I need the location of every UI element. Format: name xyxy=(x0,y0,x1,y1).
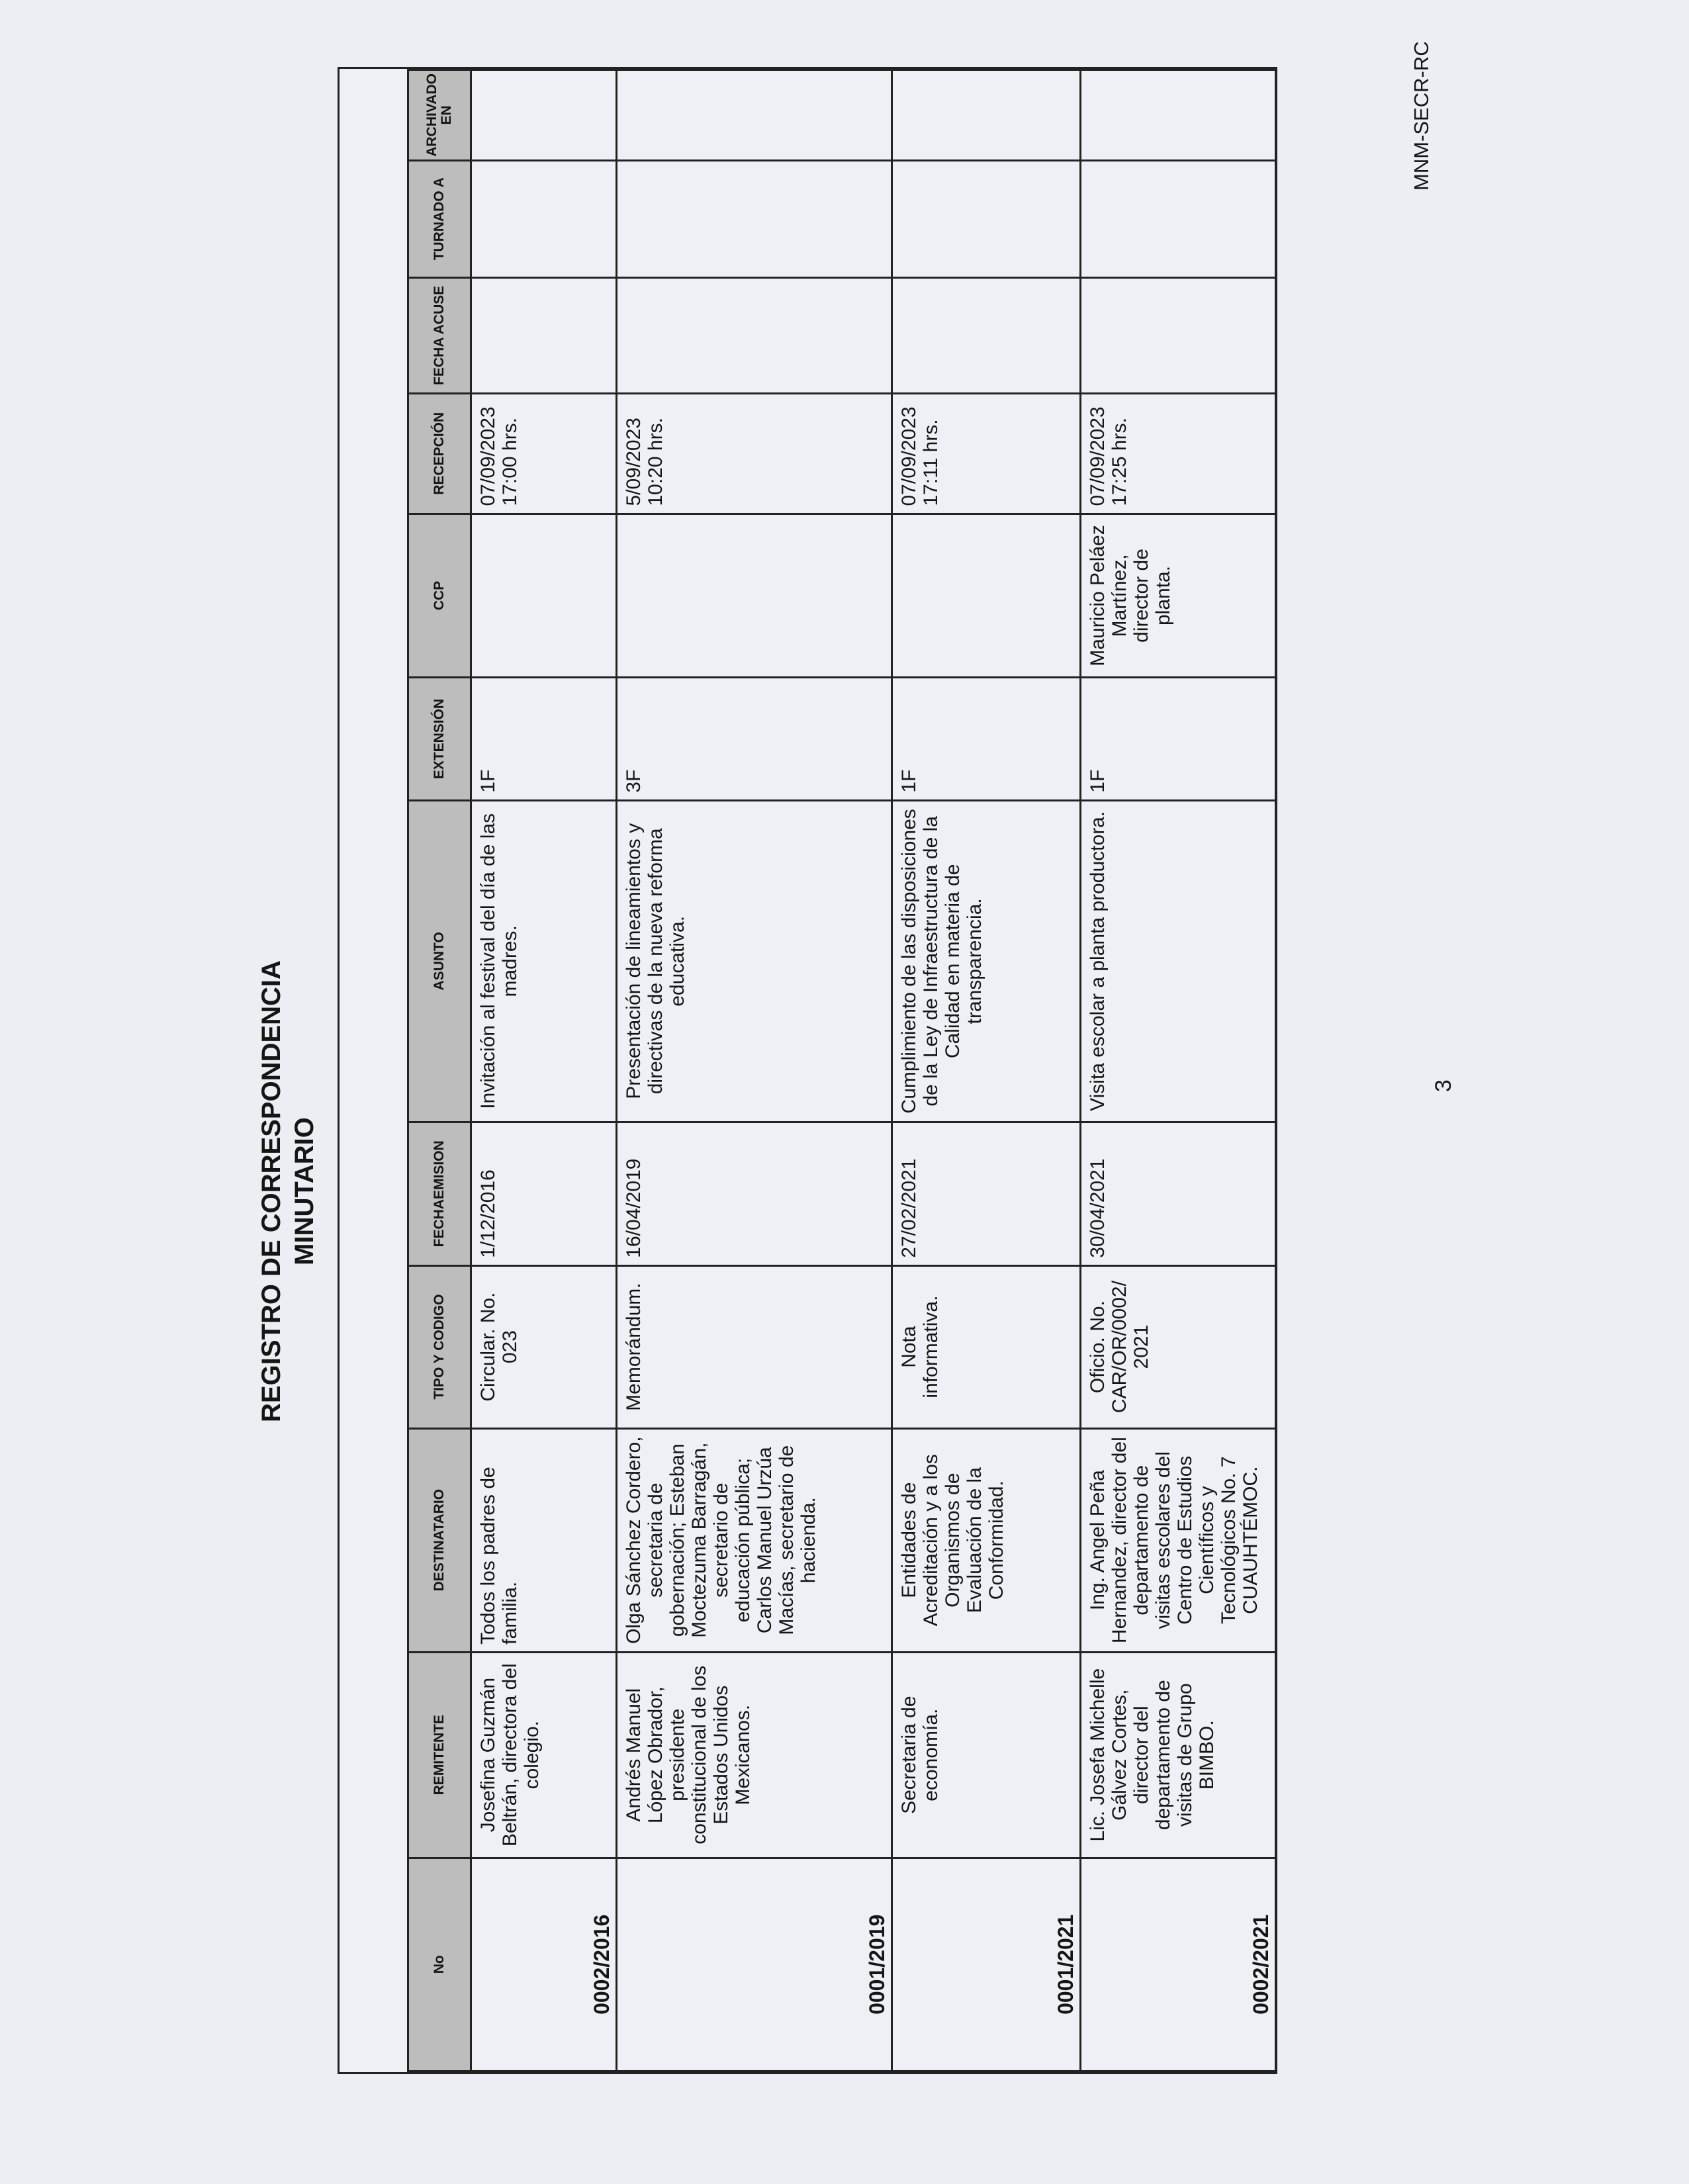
page-number: 3 xyxy=(1431,1079,1456,1092)
cell-extension: 1F xyxy=(1081,678,1276,800)
header-archivado: ARCHIVADO EN xyxy=(408,70,471,161)
register-table-frame xyxy=(338,67,1277,2074)
cell-turnado xyxy=(892,160,1081,277)
document-code: MNM-SECR-RC xyxy=(1410,41,1433,191)
cell-remitente: Lic. Josefa Michelle Gálvez Cortes, director del departamento de visitas de Grupo BIMBO. xyxy=(1081,1652,1276,1858)
table-row xyxy=(471,70,617,2071)
cell-ccp xyxy=(471,514,617,678)
cell-extension: 1F xyxy=(471,678,617,800)
cell-fecha-acuse xyxy=(617,277,892,393)
table-row xyxy=(892,70,1081,2071)
cell-remitente: Andrés Manuel López Obrador, presidente constitucional de los Estados Unidos Mexicanos. xyxy=(617,1652,892,1858)
cell-asunto: Presentación de lineamientos y directivas de la nueva reforma educativa. xyxy=(617,800,892,1122)
cell-turnado xyxy=(1081,160,1276,277)
cell-asunto: Invitación al festival del día de las madres. xyxy=(471,800,617,1122)
document-subtitle: MINUTARIO xyxy=(290,1117,319,1265)
cell-extension: 3F xyxy=(617,678,892,800)
cell-fecha-acuse xyxy=(892,277,1081,393)
cell-remitente: Josefina Guzmán Beltrán, directora del colegio. xyxy=(471,1652,617,1858)
register-table xyxy=(407,69,1277,2072)
cell-recepcion: 5/09/2023 10:20 hrs. xyxy=(617,393,892,514)
header-recepcion: RECEPCIÓN xyxy=(408,393,471,514)
header-asunto: ASUNTO xyxy=(408,800,471,1122)
cell-tipo-codigo: Oficio. No. CAR/OR/0002/ 2021 xyxy=(1081,1265,1276,1428)
cell-ccp: Mauricio Peláez Martínez, director de planta. xyxy=(1081,514,1276,678)
cell-fecha-acuse xyxy=(1081,277,1276,393)
cell-no: 0001/2021 xyxy=(892,1858,1081,2071)
cell-recepcion: 07/09/2023 17:25 hrs. xyxy=(1081,393,1276,514)
cell-destinatario: Entidades de Acreditación y a los Organismos de Evaluación de la Conformidad. xyxy=(892,1428,1081,1652)
cell-tipo-codigo: Circular. No. 023 xyxy=(471,1265,617,1428)
cell-turnado xyxy=(471,160,617,277)
table-row xyxy=(1081,70,1276,2071)
table-row xyxy=(617,70,892,2071)
cell-fecha-emision: 27/02/2021 xyxy=(892,1122,1081,1265)
header-ccp: CCP xyxy=(408,514,471,678)
cell-destinatario: Ing. Angel Peña Hernandez, director del departamento de visitas escolares del Centro de Estudios Científicos y Tecnológicos No. 7 CUAUHTÉMOC. xyxy=(1081,1428,1276,1652)
cell-asunto: Visita escolar a planta productora. xyxy=(1081,800,1276,1122)
header-remitente: REMITENTE xyxy=(408,1652,471,1858)
cell-remitente: Secretaria de economía. xyxy=(892,1652,1081,1858)
cell-destinatario: Olga Sánchez Cordero, secretaria de gobernación; Esteban Moctezuma Barragán, secretario de educación pública; Carlos Manuel Urzúa Macías, secretario de hacienda. xyxy=(617,1428,892,1652)
cell-ccp xyxy=(892,514,1081,678)
cell-ccp xyxy=(617,514,892,678)
cell-archivado xyxy=(617,70,892,161)
cell-archivado xyxy=(892,70,1081,161)
cell-no: 0001/2019 xyxy=(617,1858,892,2071)
cell-asunto: Cumplimiento de las disposiciones de la Ley de Infraestructura de la Calidad en materia de transparencia. xyxy=(892,800,1081,1122)
cell-archivado xyxy=(1081,70,1276,161)
table-header-row xyxy=(408,70,471,2071)
cell-archivado xyxy=(471,70,617,161)
cell-tipo-codigo: Memorándum. xyxy=(617,1265,892,1428)
cell-recepcion: 07/09/2023 17:11 hrs. xyxy=(892,393,1081,514)
cell-fecha-emision: 30/04/2021 xyxy=(1081,1122,1276,1265)
header-turnado: TURNADO A xyxy=(408,160,471,277)
header-tipo-codigo: TIPO Y CODIGO xyxy=(408,1265,471,1428)
cell-tipo-codigo: Nota informativa. xyxy=(892,1265,1081,1428)
header-destinatario: DESTINATARIO xyxy=(408,1428,471,1652)
header-fecha-emision: FECHAEMISION xyxy=(408,1122,471,1265)
cell-fecha-acuse xyxy=(471,277,617,393)
cell-fecha-emision: 16/04/2019 xyxy=(617,1122,892,1265)
header-fecha-acuse: FECHA ACUSE xyxy=(408,277,471,393)
table-top-band xyxy=(340,69,409,2072)
header-extension: EXTENSIÓN xyxy=(408,678,471,800)
cell-no: 0002/2021 xyxy=(1081,1858,1276,2071)
document-title: REGISTRO DE CORRESPONDENCIA xyxy=(257,960,286,1422)
cell-turnado xyxy=(617,160,892,277)
cell-fecha-emision: 1/12/2016 xyxy=(471,1122,617,1265)
cell-destinatario: Todos los padres de familia. xyxy=(471,1428,617,1652)
cell-recepcion: 07/09/2023 17:00 hrs. xyxy=(471,393,617,514)
cell-extension: 1F xyxy=(892,678,1081,800)
header-no: No xyxy=(408,1858,471,2071)
cell-no: 0002/2016 xyxy=(471,1858,617,2071)
